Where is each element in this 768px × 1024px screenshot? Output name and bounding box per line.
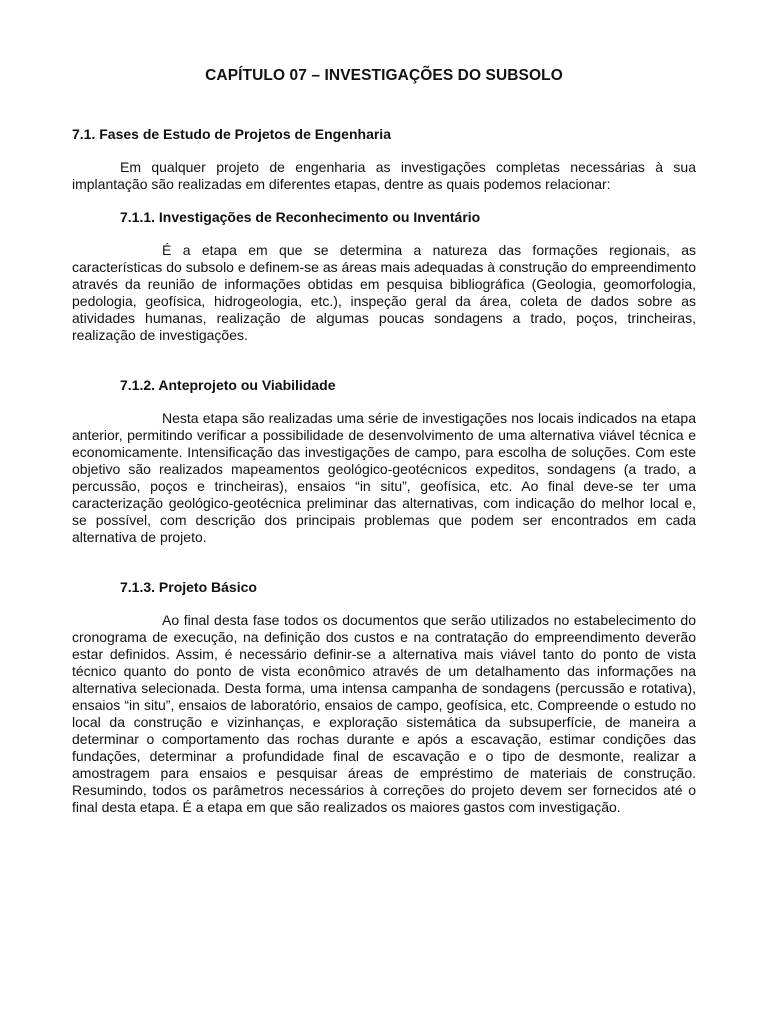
section-paragraph-7-1-2: Nesta etapa são realizadas uma série de investigações nos locais indicados na etapa anterior, permitindo verificar a possibilidade de desenvolvimento de uma alternativa viável técnica e economicamente. Intensificação das investigações de campo, para escolha de soluções. Com este objetivo são realizados mapeamentos geológico-geotécnicos expeditos, sondagens (a trado, a percussão, poços e trincheiras), ensaios “in situ”, geofísica, etc. Ao final deve-se ter uma caracterização geológico-geotécnica preliminar das alternativas, com indicação do melhor local e, se possível, com descrição dos principais problemas que podem ser encontrados em cada alternativa de projeto. <box>72 410 696 545</box>
section-paragraph-7-1-3: Ao final desta fase todos os documentos que serão utilizados no estabelecimento do cronograma de execução, na definição dos custos e na contratação do empreendimento deverão estar definidos. Assim, é necessário definir-se a alternativa mais viável tanto do ponto de vista técnico quanto do ponto de vista econômico através de um detalhamento das informações na alternativa selecionada. Desta forma, uma intensa campanha de sondagens (percussão e rotativa), ensaios “in situ”, ensaios de laboratório, ensaios de campo, geofísica, etc. Compreende o estudo no local da construção e vizinhanças, e exploração sistemática da subsuperfície, de maneira a determinar o comportamento das rochas durante e após a escavação, estimar condições das fundações, determinar a profundidade final de escavação e o tipo de desmonte, realizar a amostragem para ensaios e pesquisar áreas de empréstimo de materiais de construção. Resumindo, todos os parâmetros necessários à correções do projeto devem ser fornecidos até o final desta etapa. É a etapa em que são realizados os maiores gastos com investigação. <box>72 612 696 815</box>
document-page <box>72 66 696 832</box>
chapter-title: CAPÍTULO 07 – INVESTIGAÇÕES DO SUBSOLO <box>205 67 563 84</box>
section-heading-7-1-3: 7.1.3. Projeto Básico <box>120 579 257 595</box>
section-heading-7-1: 7.1. Fases de Estudo de Projetos de Engenharia <box>72 126 391 142</box>
section-paragraph-7-1-1: É a etapa em que se determina a natureza das formações regionais, as características do subsolo e definem-se as áreas mais adequadas à construção do empreendimento através da reunião de informações obtidas em pesquisa bibliográfica (Geologia, geomorfologia, pedologia, geofísica, hidrogeologia, etc.), inspeção geral da área, coleta de dados sobre as atividades humanas, realização de algumas poucas sondagens a trado, poços, trincheiras, realização de investigações. <box>72 242 696 343</box>
section-heading-7-1-2: 7.1.2. Anteprojeto ou Viabilidade <box>120 377 336 393</box>
section-paragraph-7-1: Em qualquer projeto de engenharia as investigações completas necessárias à sua implantação são realizadas em diferentes etapas, dentre as quais podemos relacionar: <box>72 159 696 192</box>
section-heading-7-1-1: 7.1.1. Investigações de Reconhecimento ou Inventário <box>120 209 481 225</box>
